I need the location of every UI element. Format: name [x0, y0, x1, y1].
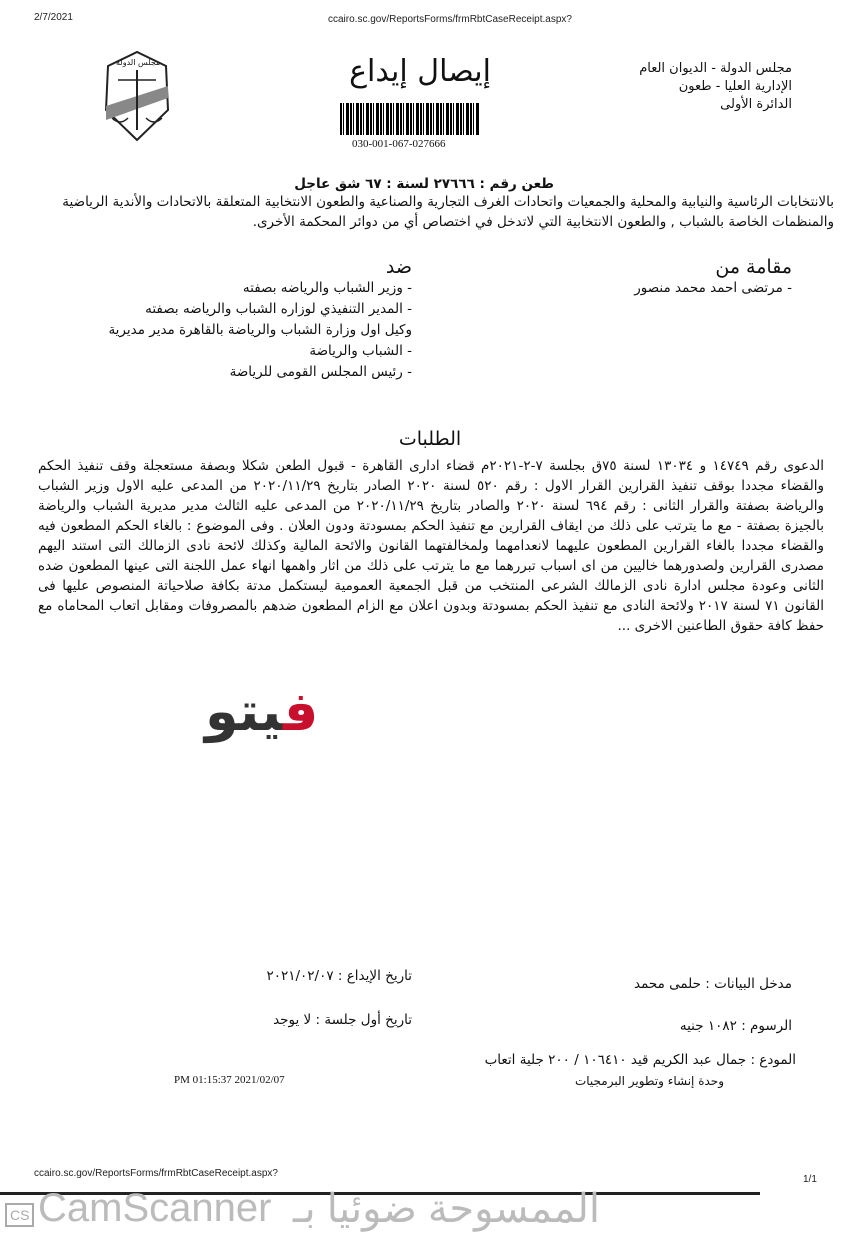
software-unit: وحدة إنشاء وتطوير البرمجيات [574, 1074, 724, 1088]
organization-block [572, 60, 792, 114]
defendants-section [82, 256, 412, 383]
defendant-item: - المدير التنفيذي لوزاره الشباب والرياضه بصفته [145, 301, 412, 317]
barcode-number: 030-001-067-027666 [352, 138, 446, 150]
veto-watermark-logo: فيتو [205, 680, 319, 743]
camscanner-text: CamScanner [38, 1186, 272, 1230]
emblem-text: مجلس الدولة [116, 58, 161, 67]
depositor: المودع : جمال عبد الكريم قيد ١٠٦٤١٠ / ٢٠٠ جلية اتعاب [484, 1052, 796, 1068]
defendants-heading: ضد [385, 256, 412, 278]
state-council-emblem [98, 48, 176, 144]
org-line-2: الإدارية العليا - طعون [678, 79, 792, 94]
camscanner-arabic: الممسوحة ضوئيا بـ [292, 1187, 600, 1231]
barcode [340, 103, 480, 135]
org-line-3: الدائرة الأولى [720, 97, 792, 112]
plaintiff-section [492, 256, 792, 299]
page-number: 1/1 [803, 1174, 817, 1185]
print-date: 2/7/2021 [34, 12, 73, 23]
defendant-item: - رئيس المجلس القومى للرياضة [229, 364, 412, 380]
fees: الرسوم : ١٠٨٢ جنيه [679, 1018, 792, 1034]
print-timestamp: PM 01:15:37 2021/02/07 [174, 1074, 285, 1086]
case-description: بالانتخابات الرئاسية والنيابية والمحلية والجمعيات واتحادات الغرف التجارية والصناعية والطعون الانتخابية المتعلقة بالاتحادات والأندية الرياضية والمنظمات الخاصة بالشباب , والطعون الانتخابية التي لاتدخل في اختصاص أي من دوائر المحكمة الأخرى. [62, 194, 834, 230]
defendant-item: وكيل اول وزارة الشباب والرياضة بالقاهرة مدير مديرية [108, 322, 412, 338]
camscanner-badge: CS [5, 1203, 34, 1227]
org-line-1: مجلس الدولة - الديوان العام [639, 61, 792, 76]
defendant-item: - وزير الشباب والرياضه بصفته [242, 280, 412, 296]
first-session-date: تاريخ أول جلسة : لا يوجد [273, 1012, 412, 1028]
case-number: طعن رقم : ٢٧٦٦٦ لسنة : ٦٧ شق عاجل [294, 176, 554, 192]
plaintiff-heading: مقامة من [715, 256, 792, 278]
requests-heading: الطلبات [398, 428, 462, 450]
defendant-item: - الشباب والرياضة [309, 343, 412, 359]
filing-date: تاريخ الإيداع : ٢٠٢١/٠٢/٠٧ [266, 968, 412, 984]
plaintiff-name: - مرتضى احمد محمد منصور [634, 280, 792, 296]
page-title: إيصال إيداع [349, 54, 491, 89]
footer-url: ccairo.sc.gov/ReportsForms/frmRbtCaseReceipt.aspx? [34, 1168, 278, 1179]
print-url: ccairo.sc.gov/ReportsForms/frmRbtCaseReceipt.aspx? [328, 14, 572, 25]
requests-body: الدعوى رقم ١٤٧٤٩ و ١٣٠٣٤ لسنة ٧٥ق بجلسة ٧-٢-٢٠٢١م قضاء ادارى القاهرة - قبول الطعن شكلا وبصفة مستعجلة وقف تنفيذ الحكم والقضاء مجددا بوقف تنفيذ القرارين القرار الاول : رقم ٥٢٠ لسنة ٢٠٢٠ الصادر بتاريخ ٢٠٢٠/١١/٢٩ من المدعى عليه الاول وزير الشباب والرياضة بصفتة والقرار الثانى : رقم ٦٩٤ لسنة ٢٠٢٠ والصادر بتاريخ ٢٠٢٠/١١/٢٩ من المدعى عليه الثالث مدير مديرية الشباب والرياضة بالجيزة بصفتة - مع ما يترتب على ذلك من ايقاف القرارين مع تنفيذ الحكم بمسودتة ودون العلان . وفى الموضوع : بالغاء الحكم المطعون فيه والقضاء مجددا بالغاء القرارين المطعون عليهما لانعدامهما ولمخالفتهما القانون والائحة المالية وكذلك لائحة نادى الزمالك التى استند اليهم مصدرى القرارين ولصدورهما خاليين من اى اسباب تبررهما مع ما يترتب على ذلك من اثار واهمها انهاء عمل اللجنة التى عينها المطعون ضده الثانى وعودة مجلس ادارة نادى الزمالك الشرعى المنتخب من قبل الجمعية العمومية ليستكمل مدتة بكافة صلاحياتة المنصوص عليها فى القانون ٧١ لسنة ٢٠١٧ ولائحة النادى مع تنفيذ الحكم بمسودتة وبدون اعلان مع الزام المطعون ضدهم بالمصروفات ومقابل اتعاب المحاماه مع حفظ كافة حقوق الطاعنين الاخرى ... [38, 458, 824, 634]
data-entry: مدخل البيانات : حلمى محمد [633, 976, 792, 992]
